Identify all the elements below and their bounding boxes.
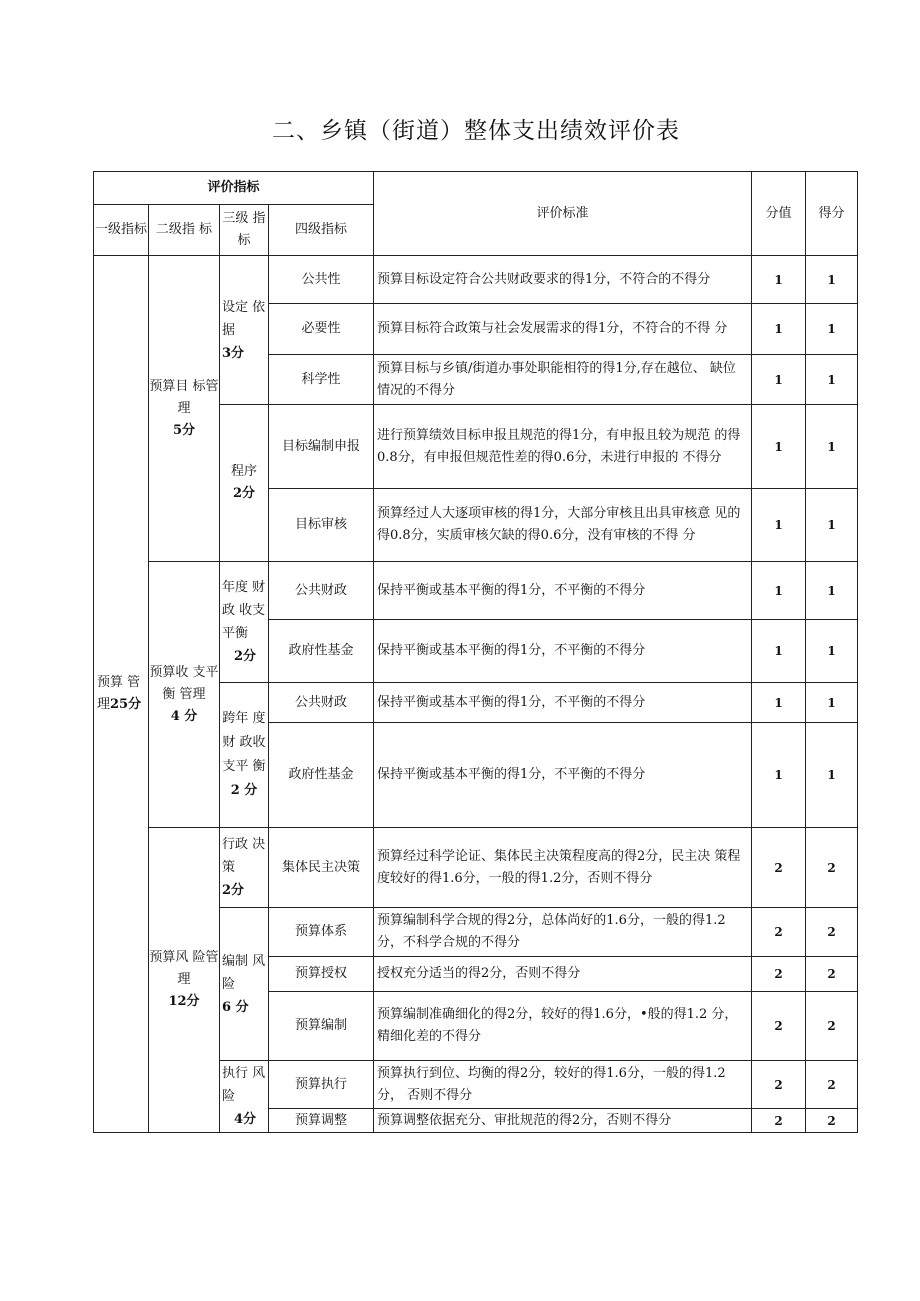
- header-level3: 三级 指标: [220, 205, 269, 256]
- got-cell: 2: [806, 828, 858, 908]
- criteria-cell: 授权充分适当的得2分，否则不得分: [374, 957, 752, 992]
- criteria-cell: 预算目标与乡镇/街道办事处职能相符的得1分,存在越位、 缺位情况的不得分: [374, 355, 752, 405]
- criteria-cell: 保持平衡或基本平衡的得1分，不平衡的不得分: [374, 683, 752, 723]
- level4-cell: 公共财政: [269, 562, 374, 620]
- level4-cell: 预算执行: [269, 1061, 374, 1109]
- score-cell: 1: [752, 304, 806, 355]
- level4-cell: 预算编制: [269, 992, 374, 1061]
- level3-label: 跨年 度财 政收 支平 衡: [222, 711, 266, 774]
- got-cell: 1: [806, 683, 858, 723]
- level4-cell: 科学性: [269, 355, 374, 405]
- level3-label: 年度 财政 收支平衡: [222, 580, 266, 641]
- level3-label: 执行 风险: [222, 1066, 266, 1104]
- level3-score: 4分: [233, 1112, 257, 1127]
- header-got: 得分: [806, 172, 858, 256]
- level3-cell: [220, 828, 269, 908]
- got-cell: 1: [806, 620, 858, 683]
- score-cell: 1: [752, 683, 806, 723]
- criteria-cell: 预算调整依据充分、审批规范的得2分，否则不得分: [374, 1109, 752, 1133]
- level4-cell: 目标编制申报: [269, 405, 374, 489]
- criteria-cell: 预算编制科学合规的得2分，总体尚好的1.6分，一般的得1.2分，不科学合规的不得分: [374, 908, 752, 957]
- level3-cell: [220, 405, 269, 562]
- level2-score: 12分: [168, 994, 200, 1009]
- got-cell: 1: [806, 723, 858, 828]
- got-cell: 1: [806, 489, 858, 562]
- level3-cell: [220, 908, 269, 1061]
- score-cell: 2: [752, 908, 806, 957]
- criteria-cell: 预算目标符合政策与社会发展需求的得1分，不符合的不得 分: [374, 304, 752, 355]
- page-title: 二、乡镇（街道）整体支出绩效评价表: [272, 118, 680, 144]
- got-cell: 1: [806, 304, 858, 355]
- score-cell: 2: [752, 957, 806, 992]
- level2-cell: [149, 562, 220, 828]
- score-cell: 1: [752, 489, 806, 562]
- level4-cell: 预算体系: [269, 908, 374, 957]
- level3-label: 设定 依据: [222, 299, 266, 338]
- level4-cell: 集体民主决策: [269, 828, 374, 908]
- criteria-cell: 保持平衡或基本平衡的得1分，不平衡的不得分: [374, 620, 752, 683]
- level2-label: 预算收 支平衡 管理: [149, 664, 219, 702]
- got-cell: 1: [806, 256, 858, 304]
- header-indicators: 评价指标: [94, 172, 374, 205]
- level4-cell: 政府性基金: [269, 723, 374, 828]
- level3-cell: [220, 256, 269, 405]
- got-cell: 1: [806, 405, 858, 489]
- criteria-cell: 保持平衡或基本平衡的得1分，不平衡的不得分: [374, 723, 752, 828]
- header-level2: 二级指 标: [149, 205, 220, 256]
- header-score: 分值: [752, 172, 806, 256]
- level4-cell: 公共财政: [269, 683, 374, 723]
- level3-score: 2分: [232, 486, 256, 501]
- level4-cell: 预算调整: [269, 1109, 374, 1133]
- level4-cell: 必要性: [269, 304, 374, 355]
- criteria-cell: 预算经过人大逐项审核的得1分，大部分审核且出具审核意 见的得0.8分，实质审核欠缺的得0.6分，没有审核的不得 分: [374, 489, 752, 562]
- got-cell: 1: [806, 562, 858, 620]
- level3-score: 6 分: [222, 999, 249, 1015]
- criteria-cell: 预算编制准确细化的得2分，较好的得1.6分，•般的得1.2 分，精细化差的不得分: [374, 992, 752, 1061]
- header-level1: 一级指标: [94, 205, 149, 256]
- criteria-cell: 保持平衡或基本平衡的得1分，不平衡的不得分: [374, 562, 752, 620]
- score-cell: 1: [752, 405, 806, 489]
- level3-cell: [220, 1061, 269, 1133]
- level2-score: 4 分: [170, 708, 198, 724]
- got-cell: 2: [806, 992, 858, 1061]
- level3-cell: [220, 683, 269, 828]
- criteria-cell: 预算目标设定符合公共财政要求的得1分，不符合的不得分: [374, 256, 752, 304]
- score-cell: 2: [752, 992, 806, 1061]
- criteria-cell: 进行预算绩效目标申报且规范的得1分，有申报且较为规范 的得0.8分，有申报但规范性差的得0.6分，未进行申报的 不得分: [374, 405, 752, 489]
- level1-cell: [94, 256, 149, 1133]
- header-level4: 四级指标: [269, 205, 374, 256]
- level1-label: 预算 管理: [97, 675, 141, 712]
- level2-label: 预算风 险管理: [149, 950, 219, 987]
- level3-score: 2 分: [230, 783, 258, 798]
- level3-label: 行政 决策: [222, 837, 266, 875]
- got-cell: 2: [806, 1061, 858, 1109]
- got-cell: 1: [806, 355, 858, 405]
- level2-label: 预算目 标管理: [149, 378, 219, 416]
- score-cell: 2: [752, 1061, 806, 1109]
- criteria-cell: 预算执行到位、均衡的得2分，较好的得1.6分，一般的得1.2分， 否则不得分: [374, 1061, 752, 1109]
- score-cell: 1: [752, 562, 806, 620]
- score-cell: 2: [752, 828, 806, 908]
- level3-label: 程序: [230, 464, 257, 479]
- level2-score: 5分: [172, 422, 196, 438]
- level4-cell: 预算授权: [269, 957, 374, 992]
- score-cell: 1: [752, 620, 806, 683]
- got-cell: 2: [806, 908, 858, 957]
- got-cell: 2: [806, 957, 858, 992]
- score-cell: 1: [752, 723, 806, 828]
- level1-score: 25分: [110, 697, 142, 712]
- score-cell: 1: [752, 256, 806, 304]
- level3-score: 3分: [222, 345, 245, 361]
- level4-cell: 政府性基金: [269, 620, 374, 683]
- level3-score: 2分: [222, 883, 245, 898]
- level4-cell: 目标审核: [269, 489, 374, 562]
- level4-cell: 公共性: [269, 256, 374, 304]
- level2-cell: [149, 256, 220, 562]
- criteria-cell: 预算经过科学论证、集体民主决策程度高的得2分，民主决 策程度较好的得1.6分，一般的得1.2分，否则不得分: [374, 828, 752, 908]
- evaluation-table: [93, 171, 858, 1133]
- header-criteria: 评价标准: [374, 172, 752, 256]
- level3-cell: [220, 562, 269, 683]
- got-cell: 2: [806, 1109, 858, 1133]
- level3-score: 2分: [233, 649, 257, 664]
- score-cell: 1: [752, 355, 806, 405]
- level3-label: 编制 风险: [222, 953, 266, 992]
- score-cell: 2: [752, 1109, 806, 1133]
- level2-cell: [149, 828, 220, 1133]
